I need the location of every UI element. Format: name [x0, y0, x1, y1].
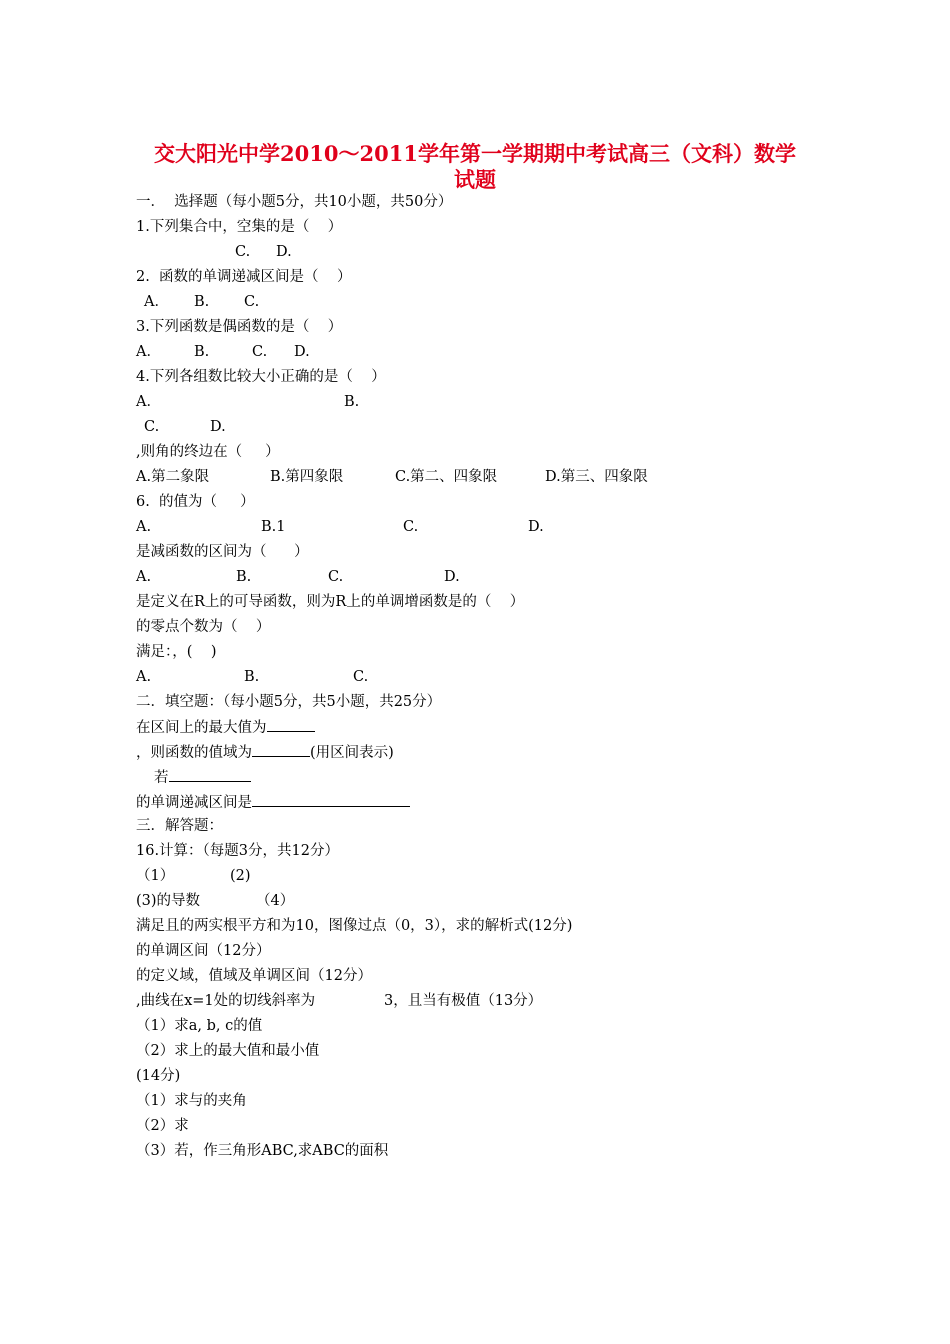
- q2-option-c: C.: [244, 294, 260, 310]
- q7-option-c: C.: [328, 569, 344, 585]
- q20-part1: （1）求a, b, c的值: [136, 1018, 263, 1034]
- q21-part1: （1）求与的夹角: [136, 1093, 247, 1109]
- q7-option-b: B.: [236, 569, 252, 585]
- fill2: [136, 742, 394, 763]
- q7-option-d: D.: [444, 569, 460, 585]
- q1-option-d: D.: [276, 244, 292, 260]
- fill4: [136, 792, 410, 813]
- q10-option-b: B.: [244, 669, 260, 685]
- q19-stem: 的定义域，值域及单调区间（12分）: [136, 968, 372, 984]
- q16-part2: (2): [230, 868, 251, 884]
- q6-stem: 6. 的值为（ ）: [136, 494, 255, 510]
- exam-title-line1: 交大阳光中学2010～2011学年第一学期期中考试高三（文科）数学: [154, 141, 796, 166]
- q2-option-b: B.: [194, 294, 210, 310]
- q7-option-a: A.: [136, 569, 152, 585]
- q4-option-d: D.: [210, 419, 226, 435]
- fill2-text: ，则函数的值域为: [136, 745, 252, 761]
- q6-option-a: A.: [136, 519, 152, 535]
- q5-option-d: D.第三、四象限: [545, 469, 648, 485]
- q1-option-c: C.: [235, 244, 251, 260]
- q3-option-a: A．: [136, 344, 161, 360]
- q5-stem: ,则角的终边在（ ）: [136, 444, 280, 460]
- q5-option-a: A.第二象限: [136, 469, 210, 485]
- q16-part1: （1）: [136, 868, 175, 884]
- q4-option-b: B.: [344, 394, 360, 410]
- q2-stem: 2. 函数的单调递减区间是（ ）: [136, 269, 352, 285]
- q10-option-c: C.: [353, 669, 369, 685]
- q10-stem: 满足：，( ): [136, 644, 217, 660]
- fill4-blank[interactable]: [252, 792, 410, 807]
- q21-part3: （3）若，作三角形ABC,求ABC的面积: [136, 1143, 389, 1159]
- q3-stem: 3.下列函数是偶函数的是（ ）: [136, 319, 343, 335]
- q20-stem-b: 3，且当有极值（13分）: [384, 993, 543, 1009]
- q7-stem: 是减函数的区间为（ ）: [136, 544, 309, 560]
- q4-stem: 4.下列各组数比较大小正确的是（ ）: [136, 369, 386, 385]
- q20-part2: （2）求上的最大值和最小值: [136, 1043, 320, 1059]
- q21-part2: （2）求: [136, 1118, 189, 1134]
- fill3-blank[interactable]: [169, 767, 251, 782]
- q5-option-c: C.第二、四象限: [395, 469, 498, 485]
- q5-option-b: B.第四象限: [270, 469, 344, 485]
- q16-stem: 16.计算：（每题3分，共12分）: [136, 843, 339, 859]
- exam-title-line2: 试题: [454, 167, 496, 192]
- q18-stem: 的单调区间（12分）: [136, 943, 271, 959]
- q6-option-c: C.: [403, 519, 419, 535]
- q9-stem: 的零点个数为（ ）: [136, 619, 271, 635]
- fill3-text: 若: [154, 770, 169, 786]
- q3-option-b: B.: [194, 344, 210, 360]
- q6-option-d: D.: [528, 519, 544, 535]
- section3-heading: 三．解答题：: [136, 818, 223, 834]
- section1-heading: 一． 选择题（每小题5分，共10小题，共50分）: [136, 194, 453, 210]
- q8-stem: 是定义在R上的可导函数，则为R上的单调增函数是的（ ）: [136, 594, 525, 610]
- fill2-blank[interactable]: [252, 742, 310, 757]
- fill1-text: 在区间上的最大值为: [136, 720, 267, 736]
- q20-stem-a: ,曲线在x=1处的切线斜率为: [136, 993, 316, 1009]
- q10-option-a: A.: [136, 669, 152, 685]
- q16-part4: （4）: [256, 893, 295, 909]
- q6-option-b: B.1: [261, 519, 286, 535]
- q1-stem: 1.下列集合中，空集的是（ ）: [136, 219, 343, 235]
- q3-option-c: C.: [252, 344, 268, 360]
- q21-stem: (14分): [136, 1068, 181, 1084]
- fill4-text: 的单调递减区间是: [136, 795, 252, 811]
- fill2-note: (用区间表示): [310, 745, 394, 761]
- q3-option-d: D.: [294, 344, 310, 360]
- fill1-blank[interactable]: [267, 717, 315, 732]
- q2-option-a: A．: [144, 294, 169, 310]
- q16-part3: (3)的导数: [136, 893, 201, 909]
- fill1: [136, 717, 315, 738]
- q4-option-c: C.: [144, 419, 160, 435]
- fill3: [154, 767, 251, 788]
- q17-stem: 满足且的两实根平方和为10，图像过点（0，3），求的解析式(12分): [136, 918, 573, 934]
- q4-option-a: A．: [136, 394, 161, 410]
- section2-heading: 二．填空题：（每小题5分，共5小题，共25分）: [136, 694, 442, 710]
